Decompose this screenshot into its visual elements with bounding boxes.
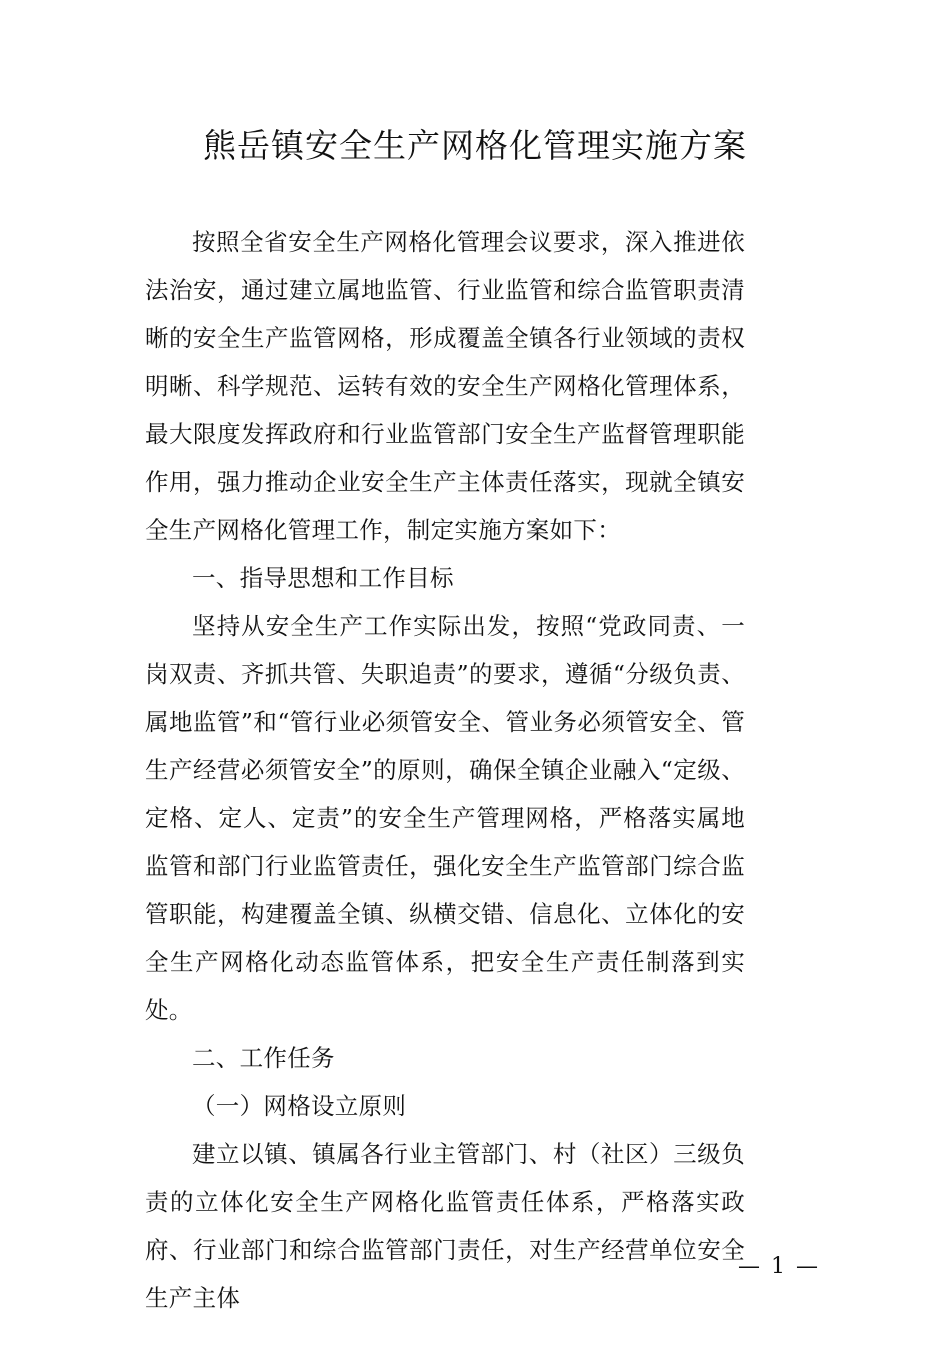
section-heading-1: 一、指导思想和工作目标 xyxy=(192,564,454,592)
paragraph-intro: 按照全省安全生产网格化管理会议要求，深入推进依法治安，通过建立属地监管、行业监管和综合监管职责清晰的安全生产监管网格，形成覆盖全镇各行业领域的责权明晰、科学规范、运转有效的安全生产网格化管理体系，最大限度发挥政府和行业监管部门安全生产监督管理职能作用，强力推动企业安全生产主体责任落实，现就全镇安全生产网格化管理工作，制定实施方案如下： xyxy=(145,228,745,544)
page-number: — 1 — xyxy=(738,1254,820,1279)
page-title: 熊岳镇安全生产网格化管理实施方案 xyxy=(203,126,747,165)
paragraph-grid-principle: 建立以镇、镇属各行业主管部门、村（社区）三级负责的立体化安全生产网格化监管责任体系，严格落实政府、行业部门和综合监管部门责任，对生产经营单位安全生产主体 xyxy=(145,1140,745,1312)
paragraph-guiding-ideology: 坚持从安全生产工作实际出发，按照“党政同责、一岗双责、齐抓共管、失职追责”的要求，遵循“分级负责、属地监管”和“管行业必须管安全、管业务必须管安全、管生产经营必须管安全”的原则，确保全镇企业融入“定级、定格、定人、定责”的安全生产管理网格，严格落实属地监管和部门行业监管责任，强化安全生产监管部门综合监管职能，构建覆盖全镇、纵横交错、信息化、立体化的安全生产网格化动态监管体系，把安全生产责任制落到实处。 xyxy=(145,612,745,1024)
document-body xyxy=(145,218,745,1322)
subsection-heading-1: （一）网格设立原则 xyxy=(192,1092,407,1120)
section-heading-2: 二、工作任务 xyxy=(192,1044,335,1072)
